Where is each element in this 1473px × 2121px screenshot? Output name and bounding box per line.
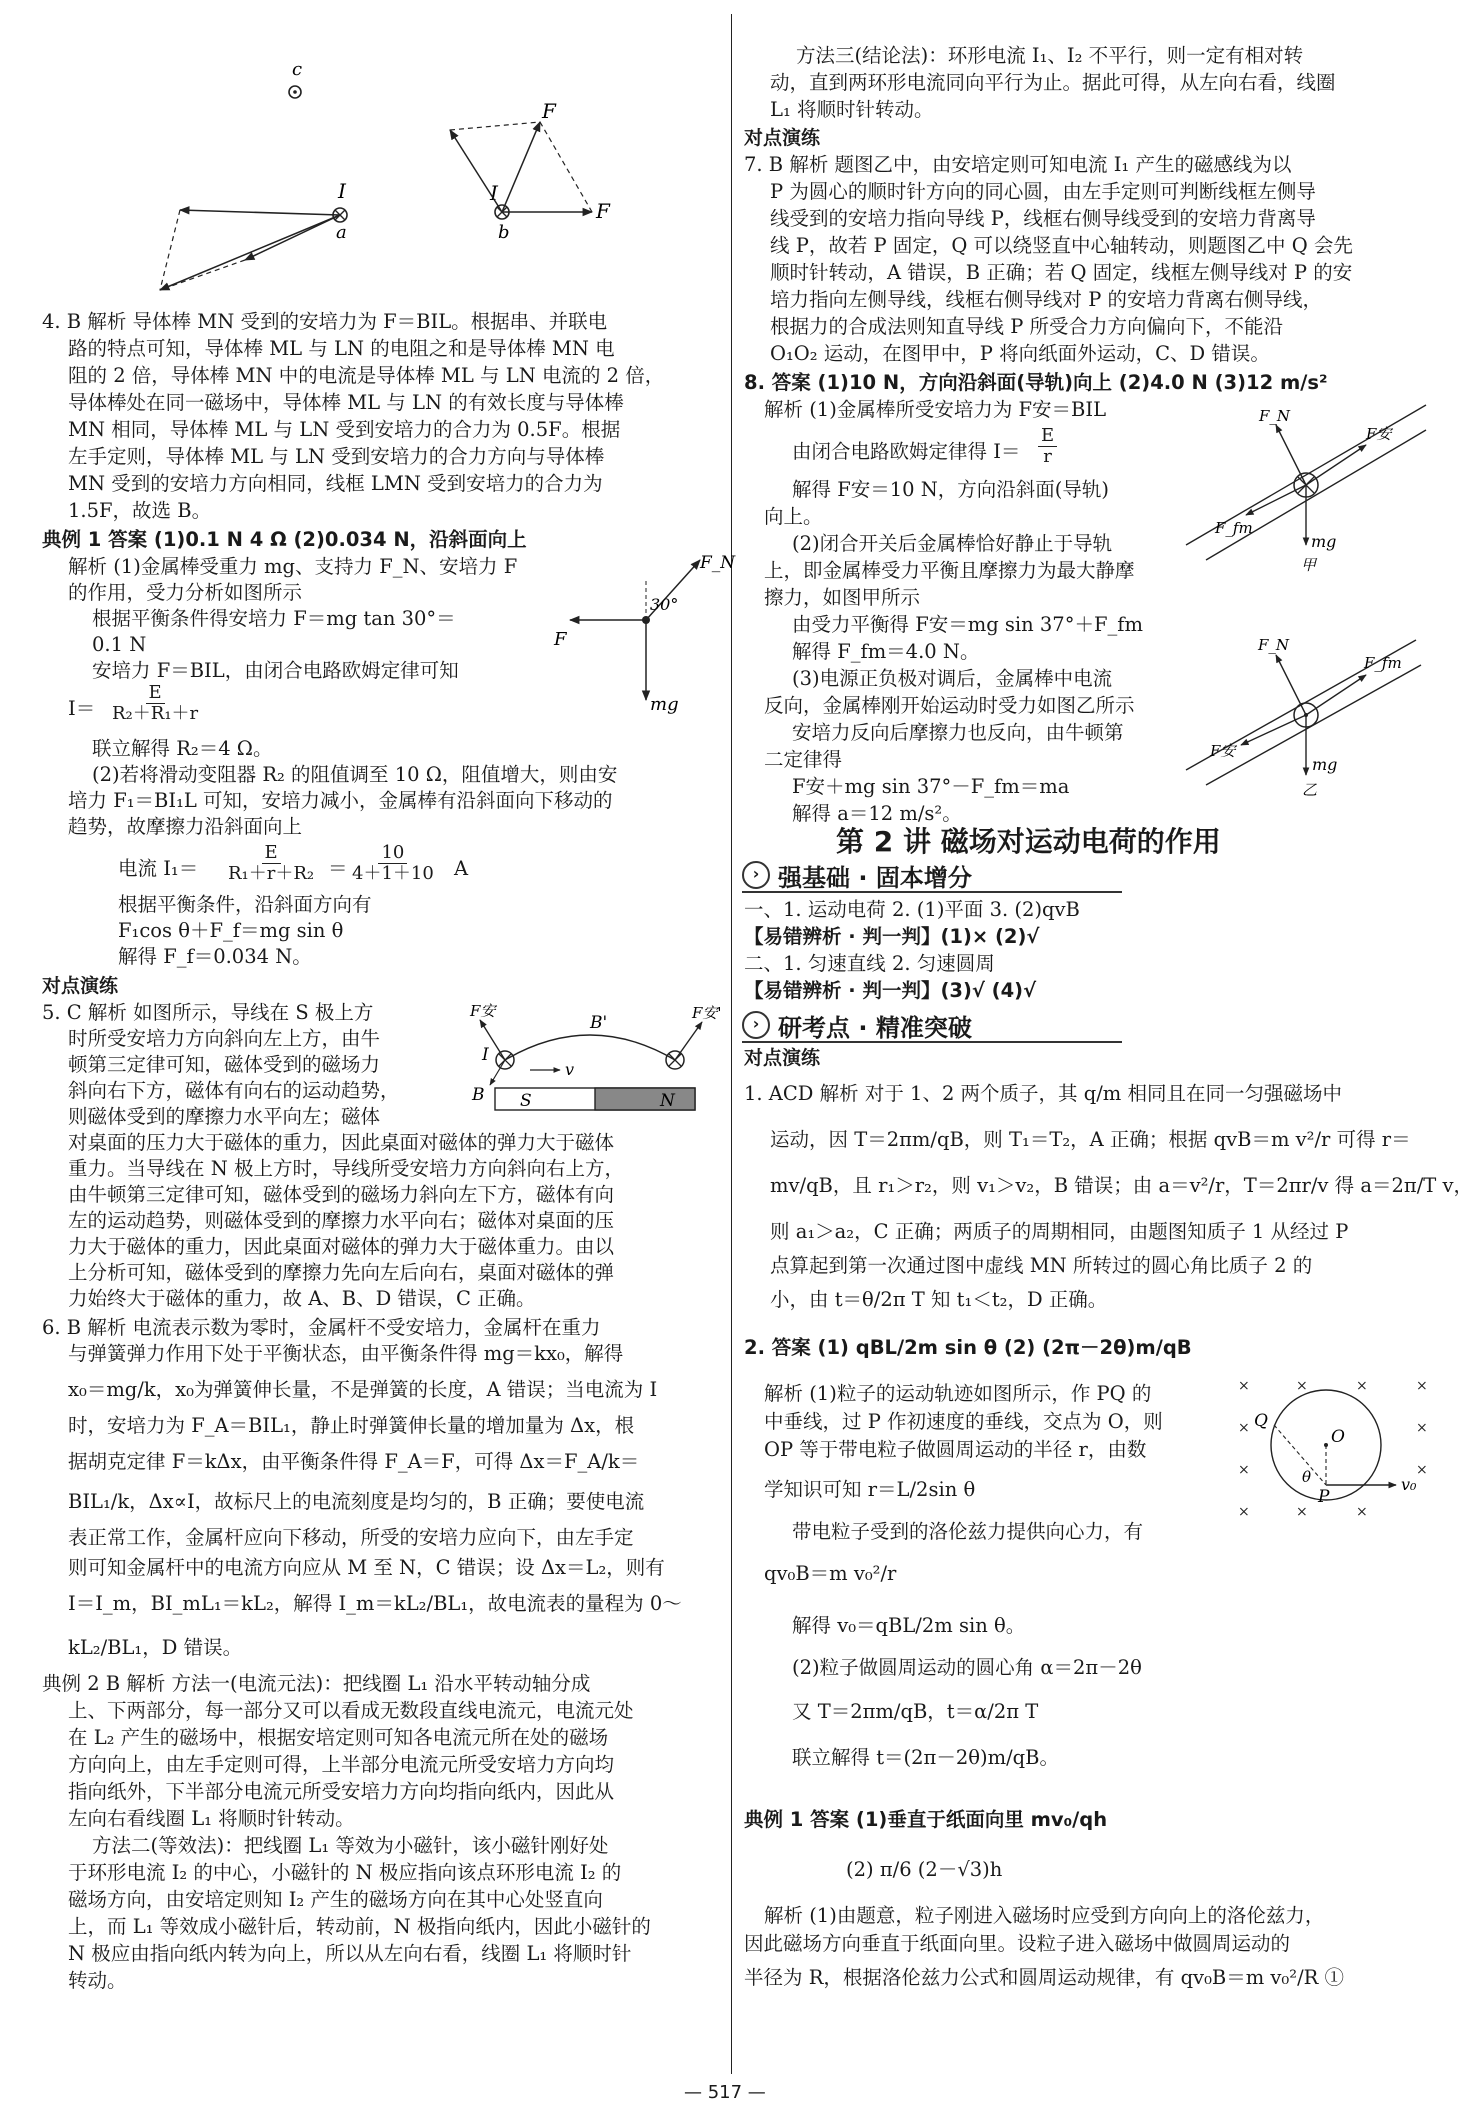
label-ffm: F_fm (1364, 654, 1402, 672)
text-line: 对桌面的压力大于磁体的重力，因此桌面对磁体的弹力大于磁体 (68, 1131, 615, 1154)
text-line: 在 L₂ 产生的磁场中，根据安培定则可知各电流元所在处的磁场 (68, 1726, 609, 1749)
text-line: 由牛顿第三定律可知，磁体受到的磁场力斜向左下方，磁体有向 (68, 1183, 615, 1206)
label-theta: θ (1302, 1468, 1312, 1486)
chevron-right-icon: › (742, 1011, 770, 1039)
text-line: 解析 (1)由题意，粒子刚进入磁场时应受到方向向上的洛伦兹力， (764, 1904, 1325, 1927)
text-line: 上，即金属棒受力平衡且摩擦力为最大静摩 (764, 559, 1135, 582)
text-line: 时，安培力为 F_A＝BIL₁，静止时弹簧伸长量的增加量为 Δx，根 (68, 1414, 635, 1437)
fig-label-i-a: I (338, 179, 346, 203)
text-line: 时所受安培力方向斜向左上方，由牛 (68, 1027, 381, 1050)
r2-answer: 2. 答案 (1) qBL/2m sin θ (2) (2π－2θ)m/qB (744, 1336, 1192, 1359)
text-line: I＝ (68, 697, 96, 720)
text-line: 力始终大于磁体的重力，故 A、B、D 错误，C 正确。 (68, 1287, 536, 1310)
label-f: F (554, 629, 567, 650)
text-line: 学知识可知 r＝L/2sin θ (764, 1478, 976, 1501)
label-b-prime: B' (590, 1013, 608, 1033)
example-1b-answer: 典例 1 答案 (1)垂直于纸面向里 mv₀/qh (744, 1808, 1108, 1831)
label-mg: mg (1311, 532, 1337, 551)
label-yi: 乙 (1302, 781, 1318, 799)
text-line: 【易错辨析 · 判一判】(3)√ (4)√ (744, 979, 1037, 1002)
text-line: 培力指向左侧导线，线框右侧导线对 P 的安培力背离右侧导线， (770, 288, 1323, 311)
text-line: qv₀B＝m v₀²/r (764, 1562, 897, 1585)
text-line: 解得 a＝12 m/s²。 (792, 802, 962, 825)
section-title: 强基础 · 固本增分 (778, 863, 972, 892)
text-line: 1. ACD 解析 对于 1、2 两个质子，其 q/m 相同且在同一匀强磁场中 (744, 1082, 1342, 1105)
label-s: S (520, 1091, 532, 1111)
text-line: 上、下两部分，每一部分又可以看成无数段直线电流元，电流元处 (68, 1699, 634, 1722)
text-line: 6. B 解析 电流表示数为零时，金属杆不受安培力，金属杆在重力 (42, 1316, 601, 1339)
chevron-right-icon: › (742, 861, 770, 889)
text-line: 指向纸外，下半部分电流元所受安培力方向均指向纸内，因此从 (68, 1780, 615, 1803)
text-line: 培力 F₁＝BI₁L 可知，安培力减小，金属棒有沿斜面向下移动的 (68, 789, 613, 812)
svg-text:×: × (1238, 1504, 1250, 1520)
text-line: 解析 (1)粒子的运动轨迹如图所示，作 PQ 的 (764, 1382, 1152, 1405)
r2-trajectory-diagram (1236, 1370, 1436, 1530)
text-line: 于环形电流 I₂ 的中心，小磁针的 N 极应指向该点环形电流 I₂ 的 (68, 1861, 622, 1884)
text-line: 则 a₁＞a₂，C 正确；两质子的周期相同，由题图知质子 1 从经过 P (770, 1220, 1349, 1243)
text-line: 因此磁场方向垂直于纸面向里。设粒子进入磁场中做圆周运动的 (744, 1932, 1291, 1955)
fraction: $\frac{E}{\text{R₁＋r＋R₂}}$ (228, 842, 315, 884)
svg-text:×: × (1238, 1378, 1250, 1394)
text-line: 小，由 t＝θ/2π T 知 t₁＜t₂，D 正确。 (770, 1288, 1108, 1311)
svg-text:×: × (1356, 1378, 1368, 1394)
fraction: $\frac{10}{4+1+10}$ (352, 842, 434, 884)
text-line: (2)若将滑动变阻器 R₂ 的阻值调至 10 Ω，阻值增大，则由安 (92, 763, 618, 786)
drill-heading-right: 对点演练 (744, 127, 821, 149)
section-title: 研考点 · 精准突破 (778, 1013, 972, 1042)
text-line: P 为圆心的顺时针方向的同心圆，由左手定则可判断线框左侧导 (770, 180, 1316, 203)
text-line: 一、1. 运动电荷 2. (1)平面 3. (2)qvB (744, 898, 1080, 921)
drill-heading-left: 对点演练 (42, 975, 119, 997)
text-line: 5. C 解析 如图所示，导线在 S 极上方 (42, 1001, 374, 1024)
figure-jia (1181, 395, 1431, 575)
svg-text:×: × (1416, 1378, 1428, 1394)
text-line: 7. B 解析 题图乙中，由安培定则可知电流 I₁ 产生的磁感线为以 (744, 153, 1292, 176)
fig-label-f-right: F (596, 199, 610, 223)
label-v: v (565, 1060, 575, 1079)
text-line: 顺时针转动，A 错误，B 正确；若 Q 固定，线框左侧导线对 P 的安 (770, 261, 1353, 284)
label-ffm: F_fm (1215, 519, 1253, 537)
text-line: 解得 v₀＝qBL/2m sin θ。 (792, 1614, 1026, 1637)
label-b: B (472, 1085, 485, 1105)
label-n: N (660, 1091, 675, 1111)
text-line: 联立解得 R₂＝4 Ω。 (92, 737, 273, 760)
fig-label-a: a (336, 222, 347, 243)
text-line: 安培力 F＝BIL，由闭合电路欧姆定律可知 (92, 659, 459, 682)
text-line: 半径为 R，根据洛伦兹力公式和圆周运动规律，有 qv₀B＝m v₀²/R ① (744, 1966, 1345, 1989)
text-line: 力大于磁体的重力，因此桌面对磁体的弹力大于磁体重力。由以 (68, 1235, 615, 1258)
text-line: x₀＝mg/k，x₀为弹簧伸长量，不是弹簧的长度，A 错误；当电流为 I (68, 1378, 658, 1401)
text-line: (2)闭合开关后金属棒恰好静止于导轨 (792, 532, 1113, 555)
lesson-title: 第 2 讲 磁场对运动电荷的作用 (836, 825, 1221, 858)
text-line: L₁ 将顺时针转动。 (770, 98, 934, 121)
label-i: I (482, 1045, 489, 1065)
label-p: P (1318, 1487, 1330, 1507)
text-line: 电流 I₁＝ (118, 857, 199, 880)
text-line: 左手定则，导体棒 ML 与 LN 受到安培力的合力方向与导体棒 (68, 445, 605, 468)
text-line: 又 T＝2πm/qB，t＝α/2π T (792, 1700, 1039, 1723)
label-f-an: F安 (470, 1002, 496, 1020)
text-line: 运动，因 T＝2πm/qB，则 T₁＝T₂，A 正确；根据 qvB＝m v²/r 可得 r＝ (770, 1128, 1411, 1151)
text-line: 斜向右下方，磁体有向右的运动趋势， (68, 1079, 400, 1102)
text-line: 反向，金属棒刚开始运动时受力如图乙所示 (764, 694, 1135, 717)
magnet-diagram (470, 1000, 720, 1120)
text-line: 上分析可知，磁体受到的摩擦力先向左后向右，桌面对磁体的弹 (68, 1261, 615, 1284)
text-line: 由闭合电路欧姆定律得 I＝ (792, 440, 1021, 463)
svg-text:×: × (1238, 1420, 1250, 1436)
example-1b-answer-2: (2) π/6 (2－√3)h (846, 1858, 1003, 1881)
example-1-answer: 典例 1 答案 (1)0.1 N 4 Ω (2)0.034 N，沿斜面向上 (42, 528, 527, 551)
text-line: 线受到的安培力指向导线 P，线框右侧导线受到的安培力背离导 (770, 207, 1316, 230)
svg-text:×: × (1416, 1462, 1428, 1478)
text-line: 方向向上，由左手定则可得，上半部分电流元所受安培力方向均 (68, 1753, 615, 1776)
text-line: 根据力的合成法则知直导线 P 所受合力方向偏向下，不能沿 (770, 315, 1284, 338)
text-line: 联立解得 t＝(2π－2θ)m/qB。 (792, 1746, 1059, 1769)
text-line: 解得 F_fm＝4.0 N。 (792, 640, 980, 663)
text-line: 磁场方向，由安培定则知 I₂ 产生的磁场方向在其中心处竖直向 (68, 1888, 603, 1911)
text-line: 线 P，故若 P 固定，Q 可以绕竖直中心轴转动，则题图乙中 Q 会先 (770, 234, 1353, 257)
svg-text:×: × (1416, 1420, 1428, 1436)
column-divider (731, 14, 732, 2074)
svg-text:×: × (1296, 1378, 1308, 1394)
text-line: 二定律得 (764, 748, 843, 771)
label-f-an: F安 (1366, 425, 1392, 443)
text-line: 安培力反向后摩擦力也反向，由牛顿第 (792, 721, 1124, 744)
text-line: 根据平衡条件，沿斜面方向有 (118, 893, 372, 916)
text-line: 的作用，受力分析如图所示 (68, 581, 303, 604)
text-line: O₁O₂ 运动，在图甲中，P 将向纸面外运动，C、D 错误。 (770, 342, 1270, 365)
q8-answer: 8. 答案 (1)10 N，方向沿斜面(导轨)向上 (2)4.0 N (3)12 m/s² (744, 371, 1328, 394)
fig-label-b: b (498, 222, 510, 243)
text-line: F₁cos θ＋F_f＝mg sin θ (118, 919, 344, 942)
text-line: 解得 F_f＝0.034 N。 (118, 945, 312, 968)
text-line: MN 相同，导体棒 ML 与 LN 受到安培力的合力为 0.5F。根据 (68, 418, 621, 441)
text-line: 向上。 (764, 505, 823, 528)
text-line: kL₂/BL₁，D 错误。 (68, 1636, 243, 1659)
label-v0: v₀ (1401, 1475, 1417, 1494)
text-line: MN 受到的安培力方向相同，线框 LMN 受到安培力的合力为 (68, 472, 603, 495)
text-line: 上，而 L₁ 等效成小磁针后，转动前，N 极指向纸内，因此小磁针的 (68, 1915, 651, 1938)
text-line: 转动。 (68, 1969, 127, 1992)
label-f-an: F安 (1210, 742, 1236, 760)
text-line: 中垂线，过 P 作初速度的垂线，交点为 O，则 (764, 1410, 1163, 1433)
text-line: 解析 (1)金属棒所受安培力为 F安＝BIL (764, 398, 1107, 421)
label-jia: 甲 (1301, 556, 1317, 574)
text-line: 导体棒处在同一磁场中，导体棒 ML 与 LN 的有效长度与导体棒 (68, 391, 624, 414)
label-fn: F_N (700, 553, 736, 573)
label-angle: 30° (650, 595, 679, 614)
text-line: 解析 (1)金属棒受重力 mg、支持力 F_N、安培力 F (68, 555, 518, 578)
text-line: 趋势，故摩擦力沿斜面向上 (68, 815, 303, 838)
text-line: 与弹簧弹力作用下处于平衡状态，由平衡条件得 mg＝kx₀，解得 (68, 1342, 624, 1365)
svg-text:×: × (1356, 1504, 1368, 1520)
text-line: 方法三(结论法)：环形电流 I₁、I₂ 不平行，则一定有相对转 (796, 44, 1304, 67)
fraction: $\frac{E}{\text{R₂＋R₁＋r}}$ (112, 682, 199, 724)
text-line: F安＋mg sin 37°－F_fm＝ma (792, 775, 1070, 798)
text-line: 1.5F，故选 B。 (68, 499, 212, 522)
text-line: 解得 F安＝10 N，方向沿斜面(导轨) (792, 478, 1110, 501)
text-line: 动，直到两环形电流同向平行为止。据此可得，从左向右看，线圈 (770, 71, 1336, 94)
example-1-force-diagram (550, 540, 736, 720)
text-line: I＝I_m，BI_mL₁＝kL₂，解得 I_m＝kL₂/BL₁，故电流表的量程为 0～ (68, 1592, 682, 1615)
drill-heading-right-2: 对点演练 (744, 1047, 821, 1069)
label-mg: mg (1312, 755, 1338, 774)
svg-text:×: × (1296, 1504, 1308, 1520)
text-line: 【易错辨析 · 判一判】(1)× (2)√ (744, 925, 1040, 948)
text-line: 则磁体受到的摩擦力水平向左；磁体 (68, 1105, 381, 1128)
fig-label-i-b: I (490, 181, 498, 205)
text-line: OP 等于带电粒子做圆周运动的半径 r，由数 (764, 1438, 1147, 1461)
text-line: 典例 2 B 解析 方法一(电流元法)：把线圈 L₁ 沿水平转动轴分成 (42, 1672, 591, 1695)
text-line: 重力。当导线在 N 极上方时，导线所受安培力方向斜向右上方， (68, 1157, 624, 1180)
label-q: Q (1254, 1411, 1268, 1431)
section-header-topics (742, 1010, 1122, 1040)
label-mg: mg (650, 694, 679, 715)
text-line: mv/qB，且 r₁＞r₂，则 v₁＞v₂，B 错误；由 a＝v²/r，T＝2πr/v 得 a＝2π/T v， (770, 1174, 1473, 1197)
figure-yi (1166, 620, 1426, 800)
text-line: 方法二(等效法)：把线圈 L₁ 等效为小磁针，该小磁针刚好处 (92, 1834, 609, 1857)
fraction: $\frac{E}{r}$ (1038, 426, 1057, 467)
text-line: (3)电源正负极对调后，金属棒中电流 (792, 667, 1113, 690)
text-line: 根据平衡条件得安培力 F＝mg tan 30°＝ (92, 607, 456, 630)
text-line: 二、1. 匀速直线 2. 匀速圆周 (744, 952, 995, 975)
label-f-an2: F安' (692, 1004, 722, 1022)
fig-label-f-top: F (542, 99, 556, 123)
text-line: 擦力，如图甲所示 (764, 586, 921, 609)
text-line: N 极应由指向纸内转为向上，所以从左向右看，线圈 L₁ 将顺时针 (68, 1942, 632, 1965)
text-line: BIL₁/k，Δx∝I，故标尺上的电流刻度是均匀的，B 正确；要使电流 (68, 1490, 645, 1513)
text-line: 阻的 2 倍，导体棒 MN 中的电流是导体棒 ML 与 LN 电流的 2 倍， (68, 364, 665, 387)
label-o: O (1331, 1427, 1345, 1447)
force-diagram-top (150, 50, 620, 310)
text-line: 由受力平衡得 F安＝mg sin 37°＋F_fm (792, 613, 1143, 636)
text-line: 左向右看线圈 L₁ 将顺时针转动。 (68, 1807, 355, 1830)
text-line: 带电粒子受到的洛伦兹力提供向心力，有 (792, 1520, 1144, 1543)
text-line: 据胡克定律 F＝kΔx，由平衡条件得 F_A＝F，可得 Δx＝F_A/k＝ (68, 1450, 640, 1473)
label-fn: F_N (1259, 407, 1291, 425)
text-line: 点算起到第一次通过图中虚线 MN 所转过的圆心角比质子 2 的 (770, 1254, 1313, 1277)
svg-text:×: × (1238, 1462, 1250, 1478)
text-line: 表正常工作，金属杆应向下移动，所受的安培力应向下，由左手定 (68, 1526, 634, 1549)
text-line: 0.1 N (92, 633, 147, 656)
section-header-basics (742, 860, 1122, 890)
text-line: A (454, 857, 469, 880)
text-line: 则可知金属杆中的电流方向应从 M 至 N，C 错误；设 Δx＝L₂，则有 (68, 1556, 665, 1579)
label-fn: F_N (1258, 636, 1290, 654)
text-line: 顿第三定律可知，磁体受到的磁场力 (68, 1053, 381, 1076)
text-line: 路的特点可知，导体棒 ML 与 LN 的电阻之和是导体棒 MN 电 (68, 337, 615, 360)
page-number: — 517 — (684, 2082, 766, 2103)
fig-label-c: c (292, 59, 303, 80)
text-line: (2)粒子做圆周运动的圆心角 α＝2π－2θ (792, 1656, 1142, 1679)
text-line: 4. B 解析 导体棒 MN 受到的安培力为 F＝BIL。根据串、并联电 (42, 310, 608, 333)
text-line: 左的运动趋势，则磁体受到的摩擦力水平向右；磁体对桌面的压 (68, 1209, 615, 1232)
